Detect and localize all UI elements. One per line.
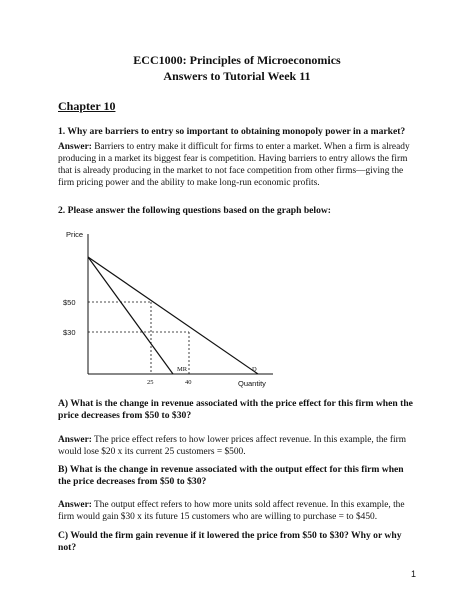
answer-1 xyxy=(58,141,420,189)
question-a: A) What is the change in revenue associated with the price effect for this firm when the price decreases from $50 to $30? xyxy=(58,398,413,421)
answer-text: The price effect refers to how lower prices affect revenue. In this example, the firm would lose $20 x its current 25 customers = $500. xyxy=(58,435,407,457)
document-subtitle: Answers to Tutorial Week 11 xyxy=(163,69,311,83)
mr-label: MR xyxy=(177,366,188,373)
chapter-heading: Chapter 10 xyxy=(58,99,116,113)
answer-text: The output effect refers to how more units sold affect revenue. In this example, the firm would gain $30 x its future 15 customers who are willing to purchase = to $450. xyxy=(58,500,405,522)
price-50-label: $50 xyxy=(63,298,76,307)
y-axis-label: Price xyxy=(66,230,84,239)
answer-a xyxy=(58,434,420,458)
demand-curve xyxy=(88,257,258,374)
mr-curve xyxy=(88,257,173,374)
question-2: 2. Please answer the following questions based on the graph below: xyxy=(58,205,331,216)
answer-text: Barriers to entry make it difficult for firms to enter a market. When a firm is already producing in a market its biggest fear is competition. Having barriers to entry allows the firm that is already producing in the market to not face competition from other firms—giving the firm pricing power and the ability to make long-run economic profits. xyxy=(58,142,410,188)
qty-25-label: 25 xyxy=(147,379,154,386)
qty-40-label: 40 xyxy=(185,379,192,386)
answer-b xyxy=(58,499,420,523)
question-b: B) What is the change in revenue associated with the output effect for this firm when the price decreases from $50 to $30? xyxy=(58,464,404,487)
answer-label: Answer: xyxy=(58,500,92,510)
document-title: ECC1000: Principles of Microeconomics xyxy=(133,53,341,67)
question-c: C) Would the firm gain revenue if it lowered the price from $50 to $30? Why or why not? xyxy=(58,530,402,553)
question-1: 1. Why are barriers to entry so important to obtaining monopoly power in a market? xyxy=(58,126,406,137)
x-axis-label: Quantity xyxy=(238,379,266,388)
answer-label: Answer: xyxy=(58,142,92,152)
price-30-label: $30 xyxy=(63,328,76,337)
page-number: 1 xyxy=(411,569,417,579)
monopoly-graph xyxy=(58,224,278,394)
demand-label: D xyxy=(252,366,257,373)
answer-label: Answer: xyxy=(58,435,92,445)
